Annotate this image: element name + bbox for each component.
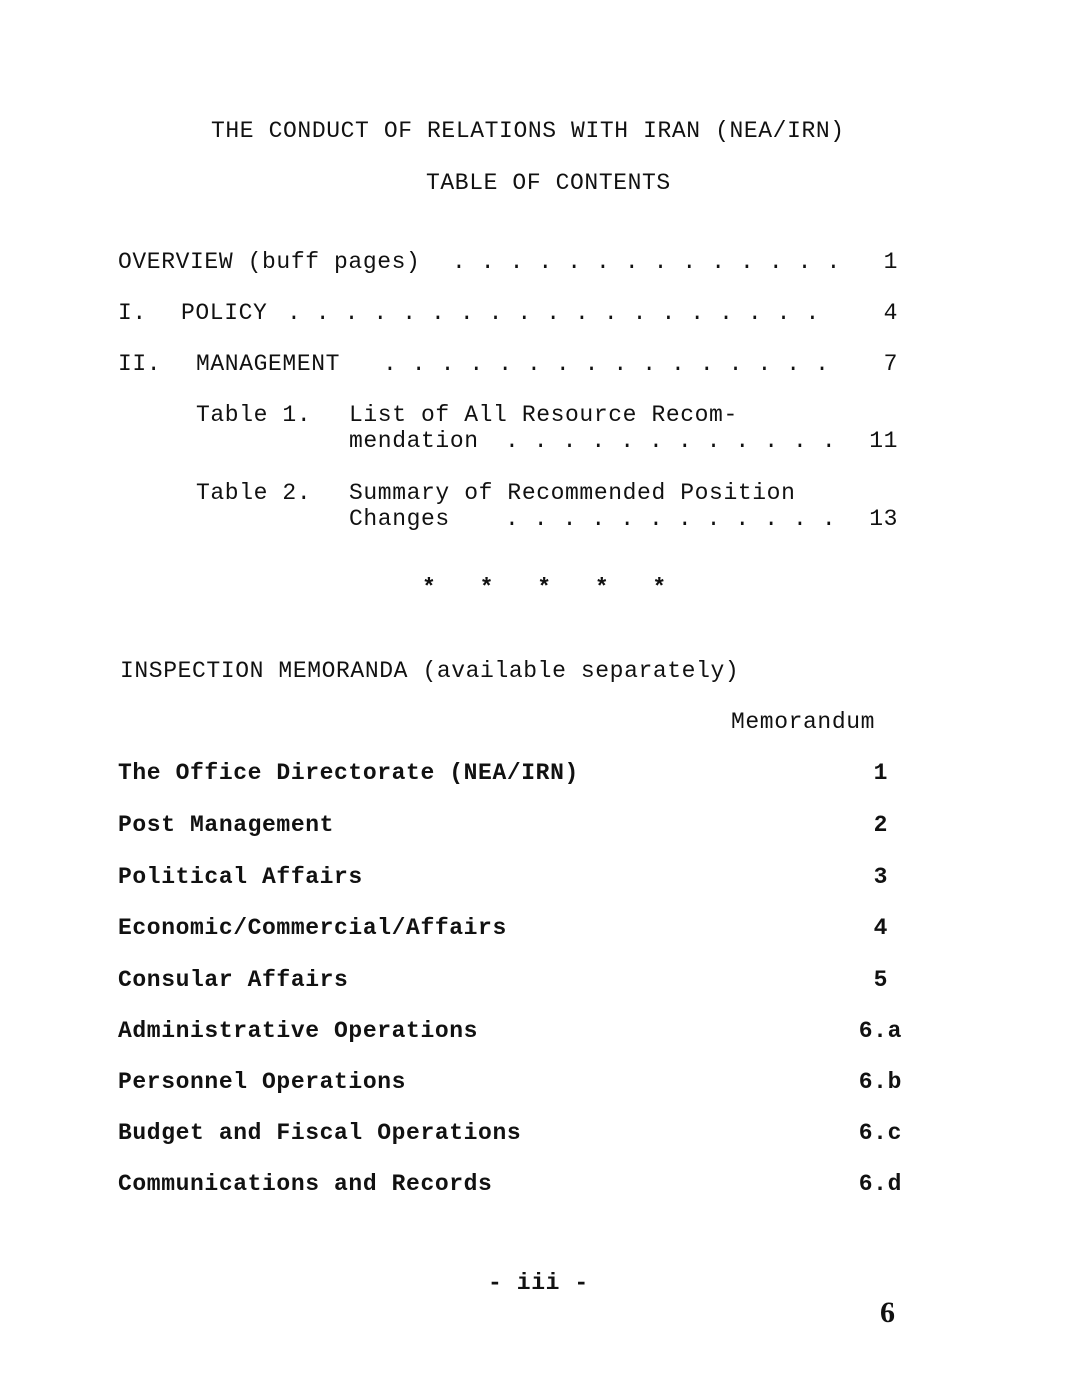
toc-table-title-line1: Summary of Recommended Position xyxy=(349,480,796,506)
memo-title: Administrative Operations xyxy=(118,1018,479,1044)
memo-number: 6.d xyxy=(858,1171,902,1197)
toc-label: MANAGEMENT xyxy=(196,351,341,377)
toc-label: POLICY xyxy=(181,300,268,326)
toc-heading: TABLE OF CONTENTS xyxy=(426,170,671,196)
page-number: 6 xyxy=(880,1296,896,1329)
memorandum-column-header: Memorandum xyxy=(731,709,876,735)
memo-title: Political Affairs xyxy=(118,864,363,890)
memo-title: Budget and Fiscal Operations xyxy=(118,1120,522,1146)
toc-table-label: Table 1. xyxy=(196,402,312,428)
toc-leader: . . . . . . . . . . . . xyxy=(505,506,837,532)
toc-leader: . . . . . . . . . . . . . . xyxy=(452,249,841,275)
memo-title: Personnel Operations xyxy=(118,1069,407,1095)
toc-table-label: Table 2. xyxy=(196,480,312,506)
memo-title: Post Management xyxy=(118,812,335,838)
toc-leader: . . . . . . . . . . . . xyxy=(505,428,837,454)
toc-table-title-line2: Changes xyxy=(349,506,450,532)
memo-number: 6.b xyxy=(858,1069,902,1095)
toc-page: 11 xyxy=(869,428,898,454)
memo-number: 1 xyxy=(873,760,888,786)
toc-table-title-line2: mendation xyxy=(349,428,479,454)
star-separator: * * * * * xyxy=(422,575,667,601)
memo-number: 2 xyxy=(873,812,888,838)
memo-title: Consular Affairs xyxy=(118,967,349,993)
document-title: THE CONDUCT OF RELATIONS WITH IRAN (NEA/IRN) xyxy=(211,118,845,144)
toc-leader: . . . . . . . . . . . . . . . . xyxy=(383,351,830,377)
toc-label: OVERVIEW (buff pages) xyxy=(118,249,421,275)
toc-num: I. xyxy=(118,300,147,326)
memo-title: The Office Directorate (NEA/IRN) xyxy=(118,760,579,786)
toc-num: II. xyxy=(118,351,162,377)
memo-number: 4 xyxy=(873,915,888,941)
memo-number: 6.c xyxy=(858,1120,902,1146)
memoranda-heading: INSPECTION MEMORANDA (available separately) xyxy=(120,658,740,684)
toc-leader: . . . . . . . . . . . . . . . . . . . xyxy=(287,300,820,326)
toc-table-title-line1: List of All Resource Recom- xyxy=(349,402,738,428)
memo-number: 6.a xyxy=(858,1018,902,1044)
memo-title: Communications and Records xyxy=(118,1171,493,1197)
memo-number: 5 xyxy=(873,967,888,993)
toc-page: 1 xyxy=(883,249,898,275)
memo-number: 3 xyxy=(873,864,888,890)
memo-title: Economic/Commercial/Affairs xyxy=(118,915,507,941)
page-number-roman: - iii - xyxy=(488,1270,589,1296)
toc-page: 4 xyxy=(883,300,898,326)
toc-page: 7 xyxy=(883,351,898,377)
toc-page: 13 xyxy=(869,506,898,532)
